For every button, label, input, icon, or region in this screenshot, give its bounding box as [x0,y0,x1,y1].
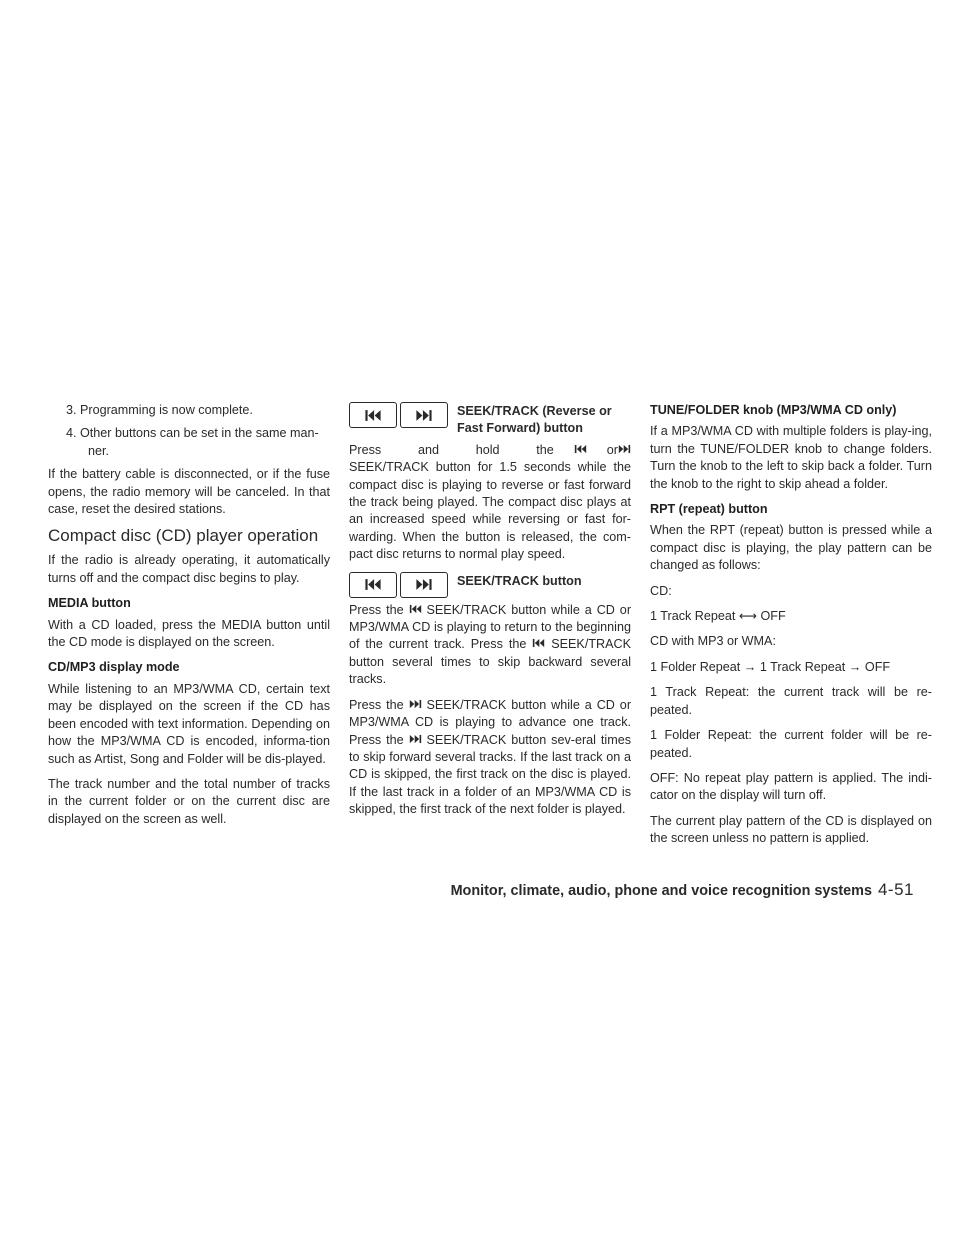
section-heading-cd-player: Compact disc (CD) player operation [48,526,319,546]
skip-backward-paragraph: Press the SEEK/TRACK button while a CD or MP3/WMA CD is playing to return to the beginning of the current track. Press the SEEK/TRACK button several times to skip backward several tracks. [349,602,632,687]
skip-previous-button-illustration [349,572,397,598]
seek-track-reverse-header [349,402,631,438]
track-repeat-text: 1 Track Repeat: the current track will be re-peated. [650,685,932,717]
chapter-title: Monitor, climate, audio, phone and voice recognition systems [450,883,872,899]
mp3-label: CD with MP3 or WMA: [650,634,776,649]
seek-track-reverse-heading: SEEK/TRACK (Reverse or Fast Forward) button [457,404,612,436]
mp3-pattern: 1 Folder Repeat → 1 Track Repeat → OFF [650,659,891,674]
cd-intro-paragraph: If the radio is already operating, it automatically turns off and the compact disc begins to play. [48,553,330,585]
seek-track-heading: SEEK/TRACK button [457,573,582,588]
tune-folder-paragraph: If a MP3/WMA CD with multiple folders is play-ing, turn the TUNE/FOLDER knob to change folders. Turn the knob to the left to skip back a folder. Turn the knob to the right to skip ahead a folder. [650,424,932,491]
folder-repeat-text: 1 Folder Repeat: the current folder will be re-peated. [650,728,932,760]
page-number: 4-51 [877,880,914,899]
column-right [650,402,932,856]
display-mode-heading: CD/MP3 display mode [48,660,180,675]
seek-track-button-illustration [349,402,451,428]
skip-next-button-illustration [400,402,448,428]
step-4: 4. Other buttons can be set in the same man-ner. [66,426,319,458]
media-button-paragraph: With a CD loaded, press the MEDIA button until the CD mode is displayed on the screen. [48,617,330,650]
column-left [48,402,330,836]
seek-track-button-illustration-2 [349,572,451,598]
off-text: OFF: No repeat play pattern is applied. The indi-cator on the display will turn off. [650,770,932,803]
skip-next-icon [618,444,631,454]
display-mode-paragraph: While listening to an MP3/WMA CD, certain text may be displayed on the screen if the CD has been encoded with text information. Depending on how the MP3/WMA CD is encoded, informa-tion such as Artist, Song and Folder will be dis-played. [48,681,330,766]
skip-forward-paragraph: Press the SEEK/TRACK button while a CD or MP3/WMA CD is playing to advance one track. Press the SEEK/TRACK button sev-eral times to skip forward several tracks. If the last track on a CD is skipped, the first track on the disc is played. If the last track in a folder of an MP3/WMA CD is skipped, the first track of the next folder is played. [349,697,632,817]
current-pattern-text: The current play pattern of the CD is displayed on the screen unless no pattern is applied. [650,813,932,846]
cd-label: CD: [650,583,672,598]
step-3: 3. Programming is now complete. [66,403,253,417]
skip-previous-button-illustration [349,402,397,428]
skip-next-icon [409,699,422,709]
column-middle [349,402,631,827]
skip-previous-icon [364,578,382,591]
battery-note: If the battery cable is disconnected, or if the fuse opens, the radio memory will be canceled. In that case, reset the desired stations. [48,467,330,517]
seek-track-header [349,572,631,598]
skip-next-icon [415,578,433,591]
rpt-button-heading: RPT (repeat) button [650,502,768,517]
skip-next-icon [415,409,433,422]
track-number-paragraph: The track number and the total number of tracks in the current folder or on the current disc are displayed on the screen as well. [48,776,330,826]
press-hold-paragraph: Press and hold the or SEEK/TRACK button for 1.5 seconds while the compact disc is playing to reverse or fast forward the track being played. The compact disc plays at an increased speed while reversing or fast for-warding. When the button is released, the com-pact disc returns to normal play speed. [349,442,631,562]
skip-next-icon [409,734,422,744]
skip-previous-icon [574,444,587,454]
cd-pattern: 1 Track Repeat ⟷ OFF [650,609,786,624]
media-button-heading: MEDIA button [48,596,131,611]
skip-previous-icon [532,638,545,648]
skip-next-button-illustration [400,572,448,598]
rpt-paragraph: When the RPT (repeat) button is pressed while a compact disc is playing, the play pattern can be changed as follows: [650,523,932,573]
tune-folder-heading: TUNE/FOLDER knob (MP3/WMA CD only) [650,403,897,417]
page-footer [300,880,914,900]
press-hold-text: SEEK/TRACK button for 1.5 seconds while the compact disc is playing to reverse or fast forward the track being played. The compact disc plays at an increased speed while reversing or fast for-warding. When the button is released, the com-pact disc returns to normal play speed. [349,460,631,562]
skip-previous-icon [364,409,382,422]
skip-previous-icon [409,604,422,614]
